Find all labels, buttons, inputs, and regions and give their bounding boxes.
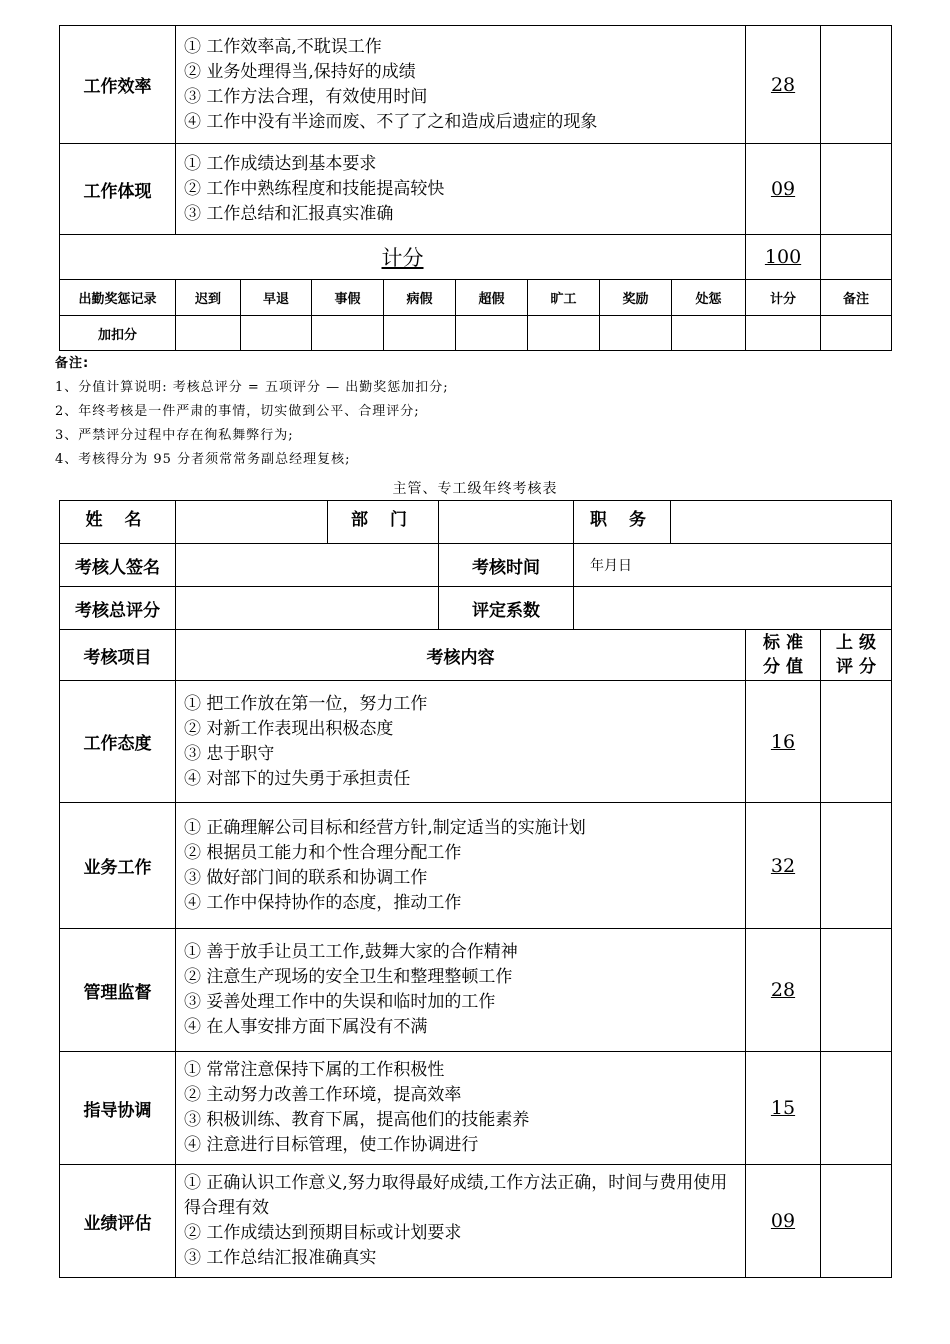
content-item: ④ 工作中没有半途而废、不了了之和造成后遗症的现象: [184, 111, 598, 132]
name-field[interactable]: [176, 501, 328, 544]
content-item: ③ 工作方法合理，有效使用时间: [184, 86, 428, 107]
col-header-supervisor-line2: 评 分: [836, 657, 876, 677]
col-header-content: 考核内容: [176, 630, 746, 681]
content-cell: [176, 803, 746, 929]
supervisor-score-field[interactable]: [821, 929, 892, 1052]
coefficient-field[interactable]: [574, 587, 892, 630]
content-item: ④ 注意进行目标管理，使工作协调进行: [184, 1135, 479, 1155]
content-cell: [176, 681, 746, 803]
content-item: ① 把工作放在第一位，努力工作: [184, 693, 428, 714]
content-item: ④ 在人事安排方面下属没有不满: [184, 1017, 428, 1037]
attendance-header: 计分: [746, 280, 821, 316]
info-row: [60, 587, 892, 630]
content-item: ① 工作效率高,不耽误工作: [184, 36, 382, 57]
category-cell: 业务工作: [60, 803, 176, 929]
table-row: [60, 929, 892, 1052]
content-item: ③ 工作总结汇报准确真实: [184, 1248, 377, 1268]
content-cell: [176, 929, 746, 1052]
category-cell: 业绩评估: [60, 1165, 176, 1278]
note-line: 3、严禁评分过程中存在徇私舞弊行为;: [55, 428, 294, 443]
content-item: ③ 妥善处理工作中的失误和临时加的工作: [184, 992, 496, 1012]
supervisor-score-field[interactable]: [821, 144, 892, 235]
adjust-row: [60, 316, 892, 351]
adjust-field[interactable]: [312, 316, 384, 351]
content-cell: [176, 1052, 746, 1165]
category-cell: 工作效率: [60, 26, 176, 144]
supervisor-score-field[interactable]: [821, 803, 892, 929]
standard-score: 16: [746, 681, 821, 803]
note-line: 2、年终考核是一件严肃的事情，切实做到公平、合理评分;: [55, 404, 420, 419]
attendance-header: 旷工: [528, 280, 600, 316]
standard-score: 28: [746, 929, 821, 1052]
department-label: 部 门: [328, 501, 439, 544]
attendance-header: 病假: [384, 280, 456, 316]
info-row: [60, 501, 892, 544]
total-row: [60, 235, 892, 280]
content-item: ② 主动努力改善工作环境，提高效率: [184, 1085, 462, 1105]
content-item: ② 注意生产现场的安全卫生和整理整顿工作: [184, 967, 513, 987]
adjust-field[interactable]: [456, 316, 528, 351]
category-cell: 工作态度: [60, 681, 176, 803]
form-title: 主管、专工级年终考核表: [392, 481, 558, 497]
content-cell: [176, 26, 746, 144]
supervisor-score-field[interactable]: [821, 1052, 892, 1165]
attendance-header: 事假: [312, 280, 384, 316]
adjust-field[interactable]: [176, 316, 241, 351]
total-score-label: 考核总评分: [60, 587, 176, 630]
standard-score: 15: [746, 1052, 821, 1165]
table-row: [60, 144, 892, 235]
attendance-header: 奖励: [600, 280, 672, 316]
table-row: [60, 803, 892, 929]
top-assessment-table: [59, 25, 892, 351]
col-header-supervisor-line1: 上 级: [836, 633, 876, 653]
col-header-standard: [746, 630, 821, 681]
content-item: ② 业务处理得当,保持好的成绩: [184, 61, 416, 82]
total-supervisor-field[interactable]: [821, 235, 892, 280]
assessment-time-field[interactable]: 年月日: [574, 544, 892, 587]
adjust-field[interactable]: [241, 316, 312, 351]
content-item: ③ 工作总结和汇报真实准确: [184, 203, 394, 224]
col-header-standard-line2: 分 值: [763, 657, 803, 677]
assessment-time-label: 考核时间: [439, 544, 574, 587]
table-row: [60, 1052, 892, 1165]
total-value: 100: [746, 235, 821, 280]
attendance-header: 超假: [456, 280, 528, 316]
attendance-header: 早退: [241, 280, 312, 316]
adjust-field[interactable]: [746, 316, 821, 351]
total-score-field[interactable]: [176, 587, 439, 630]
supervisor-assessment-form: [59, 500, 892, 1278]
content-item: ① 善于放手让员工工作,鼓舞大家的合作精神: [184, 942, 518, 962]
adjust-field[interactable]: [821, 316, 892, 351]
content-item: ③ 积极训练、教育下属，提高他们的技能素养: [184, 1110, 530, 1130]
table-row: [60, 26, 892, 144]
column-header-row: [60, 630, 892, 681]
category-cell: 工作体现: [60, 144, 176, 235]
content-cell: [176, 144, 746, 235]
notes-title: 备注:: [55, 356, 90, 371]
supervisor-score-field[interactable]: [821, 26, 892, 144]
content-item: ② 对新工作表现出积极态度: [184, 718, 394, 739]
adjust-field[interactable]: [528, 316, 600, 351]
col-header-item: 考核项目: [60, 630, 176, 681]
content-item: ③ 忠于职守: [184, 743, 275, 764]
adjust-field[interactable]: [384, 316, 456, 351]
content-item: ④ 工作中保持协作的态度，推动工作: [184, 892, 462, 913]
adjust-field[interactable]: [600, 316, 672, 351]
content-item: ④ 对部下的过失勇于承担责任: [184, 768, 411, 789]
note-line: 4、考核得分为 95 分者须常常务副总经理复核;: [55, 452, 351, 467]
position-field[interactable]: [671, 501, 892, 544]
supervisor-score-field[interactable]: [821, 1165, 892, 1278]
category-cell: 管理监督: [60, 929, 176, 1052]
assessor-label: 考核人签名: [60, 544, 176, 587]
attendance-header-row: [60, 280, 892, 316]
note-line: 1、分值计算说明: 考核总评分 = 五项评分 — 出勤奖惩加扣分;: [55, 380, 449, 395]
content-item: ① 常常注意保持下属的工作积极性: [184, 1060, 445, 1080]
content-item: ① 正确理解公司目标和经营方针,制定适当的实施计划: [184, 817, 586, 838]
standard-score: 32: [746, 803, 821, 929]
content-cell: [176, 1165, 746, 1278]
supervisor-score-field[interactable]: [821, 681, 892, 803]
standard-score: 09: [746, 144, 821, 235]
info-row: [60, 544, 892, 587]
table-row: [60, 1165, 892, 1278]
content-item: ② 工作中熟练程度和技能提高较快: [184, 178, 445, 199]
content-item: ② 根据员工能力和个性合理分配工作: [184, 842, 462, 863]
col-header-supervisor: [821, 630, 892, 681]
table-row: [60, 681, 892, 803]
adjust-label: 加扣分: [60, 316, 176, 351]
notes-section: [55, 352, 449, 472]
content-item: ① 正确认识工作意义,努力取得最好成绩,工作方法正确，时间与费用使用得合理有效: [184, 1173, 728, 1218]
position-label: 职 务: [574, 501, 671, 544]
total-label: 计分: [60, 235, 746, 280]
standard-score: 09: [746, 1165, 821, 1278]
attendance-header: 迟到: [176, 280, 241, 316]
content-item: ③ 做好部门间的联系和协调工作: [184, 867, 428, 888]
standard-score: 28: [746, 26, 821, 144]
col-header-standard-line1: 标 准: [763, 633, 803, 653]
attendance-header: 备注: [821, 280, 892, 316]
department-field[interactable]: [439, 501, 574, 544]
content-item: ② 工作成绩达到预期目标或计划要求: [184, 1223, 462, 1243]
attendance-header: 出勤奖惩记录: [60, 280, 176, 316]
adjust-field[interactable]: [672, 316, 746, 351]
assessor-signature-field[interactable]: [176, 544, 439, 587]
coefficient-label: 评定系数: [439, 587, 574, 630]
content-item: ① 工作成绩达到基本要求: [184, 153, 377, 174]
name-label: 姓 名: [60, 501, 176, 544]
attendance-header: 处惩: [672, 280, 746, 316]
category-cell: 指导协调: [60, 1052, 176, 1165]
